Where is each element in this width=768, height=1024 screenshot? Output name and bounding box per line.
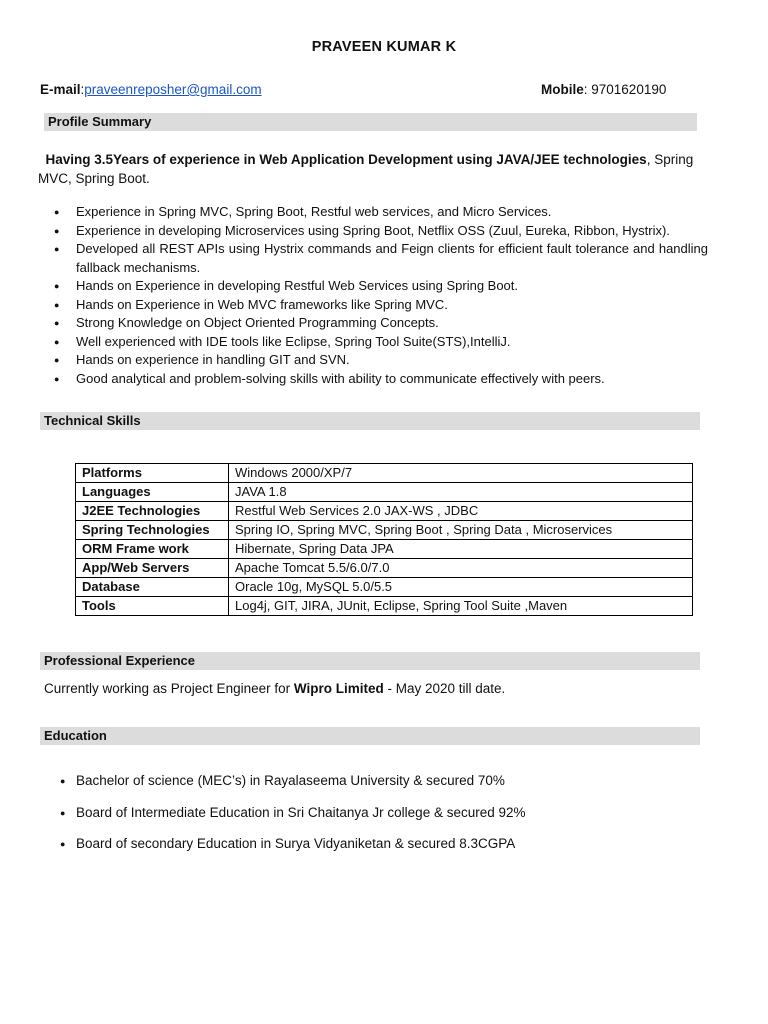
candidate-name: PRAVEEN KUMAR K — [311, 39, 457, 55]
table-row — [76, 578, 693, 597]
experience-text — [44, 681, 505, 696]
skills-table — [75, 463, 693, 616]
summary-intro-rest: , Spring MVC, Spring Boot. — [38, 152, 694, 186]
summary-intro — [38, 150, 698, 188]
summary-bullet-list — [40, 203, 708, 388]
list-item: ● Experience in Spring MVC, Spring Boot, Restful web services, and Micro Services. — [40, 203, 708, 222]
skill-key: App/Web Servers — [76, 559, 229, 578]
mobile-line: Mobile: 9701620190 — [541, 82, 667, 97]
mobile-number: 9701620190 — [591, 82, 667, 97]
list-item: ● Hands on experience in handling GIT and SVN. — [40, 351, 708, 370]
skill-value: JAVA 1.8 — [229, 483, 693, 502]
table-row — [76, 464, 693, 483]
summary-intro-bold: Having 3.5Years of experience in Web Application Development using JAVA/JEE technologies — [45, 152, 647, 167]
education-heading: Education — [40, 727, 700, 745]
skill-key: Database — [76, 578, 229, 597]
table-row — [76, 540, 693, 559]
profile-summary-heading — [44, 113, 697, 131]
list-item: ● Board of Intermediate Education in Sri Chaitanya Jr college & secured 92% — [60, 804, 526, 836]
skill-key: Spring Technologies — [76, 521, 229, 540]
profile-summary-heading-text: Profile Summary — [48, 114, 152, 129]
email-link[interactable]: praveenreposher@gmail.com — [84, 82, 262, 97]
skill-value: Restful Web Services 2.0 JAX-WS , JDBC — [229, 502, 693, 521]
list-item: ● Developed all REST APIs using Hystrix commands and Feign clients for efficient fault tolerance and handling fallback mechanisms. — [40, 240, 708, 277]
skill-value: Spring IO, Spring MVC, Spring Boot , Spring Data , Microservices — [229, 521, 693, 540]
skill-value: Oracle 10g, MySQL 5.0/5.5 — [229, 578, 693, 597]
table-row — [76, 502, 693, 521]
professional-experience-heading: Professional Experience — [40, 652, 700, 670]
skill-key: Tools — [76, 597, 229, 616]
table-row — [76, 597, 693, 616]
list-item: ● Bachelor of science (MEC’s) in Rayalaseema University & secured 70% — [60, 772, 526, 804]
skill-key: J2EE Technologies — [76, 502, 229, 521]
education-list — [60, 772, 526, 867]
list-item: ● Good analytical and problem-solving skills with ability to communicate effectively with peers. — [40, 370, 708, 389]
list-item: ● Well experienced with IDE tools like Eclipse, Spring Tool Suite(STS),IntelliJ. — [40, 333, 708, 352]
skill-value: Hibernate, Spring Data JPA — [229, 540, 693, 559]
list-item: ● Hands on Experience in Web MVC frameworks like Spring MVC. — [40, 296, 708, 315]
list-item: ● Strong Knowledge on Object Oriented Programming Concepts. — [40, 314, 708, 333]
technical-skills-heading: Technical Skills — [40, 412, 700, 430]
experience-suffix: - May 2020 till date. — [383, 681, 506, 696]
skill-key: Platforms — [76, 464, 229, 483]
experience-prefix: Currently working as Project Engineer for — [44, 681, 294, 696]
list-item: ● Board of secondary Education in Surya Vidyaniketan & secured 8.3CGPA — [60, 835, 526, 867]
skill-value: Windows 2000/XP/7 — [229, 464, 693, 483]
list-item: ● Experience in developing Microservices using Spring Boot, Netflix OSS (Zuul, Eureka, Ribbon, Hystrix). — [40, 222, 708, 241]
skill-value: Apache Tomcat 5.5/6.0/7.0 — [229, 559, 693, 578]
table-row — [76, 521, 693, 540]
table-row — [76, 483, 693, 502]
list-item: ● Hands on Experience in developing Restful Web Services using Spring Boot. — [40, 277, 708, 296]
skill-key: Languages — [76, 483, 229, 502]
mobile-label: Mobile — [541, 82, 584, 97]
email-line: E-mail:praveenreposher@gmail.com — [40, 82, 262, 97]
email-label: E-mail — [40, 82, 81, 97]
table-row — [76, 559, 693, 578]
skill-key: ORM Frame work — [76, 540, 229, 559]
skill-value: Log4j, GIT, JIRA, JUnit, Eclipse, Spring Tool Suite ,Maven — [229, 597, 693, 616]
company-name: Wipro Limited — [293, 681, 384, 696]
